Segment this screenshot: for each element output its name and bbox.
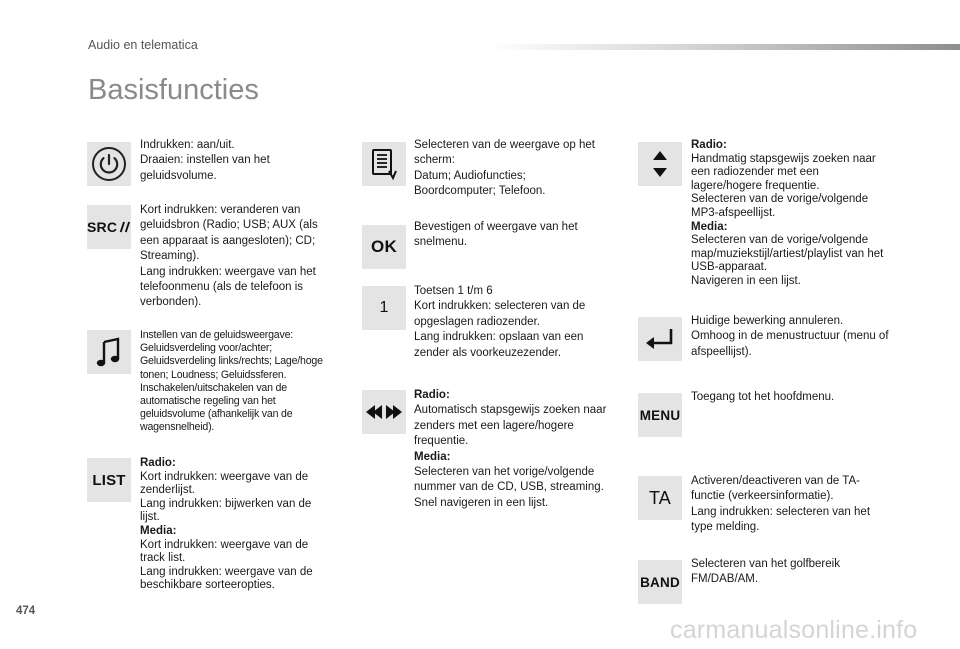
ta-label: TA bbox=[648, 487, 672, 508]
ok-label: OK bbox=[371, 237, 397, 256]
watermark: carmanualsonline.info bbox=[670, 616, 918, 644]
list-button bbox=[87, 458, 131, 502]
list-description bbox=[140, 457, 328, 593]
seek-description bbox=[414, 388, 614, 511]
power-button bbox=[87, 142, 131, 186]
band-label: BAND bbox=[640, 574, 680, 590]
seek-button bbox=[362, 390, 406, 434]
ta-description bbox=[691, 474, 891, 536]
menu-button bbox=[638, 393, 682, 437]
menu-line-1: Toegang tot het hoofdmenu. bbox=[691, 391, 835, 403]
sound-line-1: Instellen van de geluidsweergave: Geluidsverdeling voor/achter; Geluidsverdeling links/rechts; Lage/hoge tonen; Loudness; Geluidssferen. Inschakelen/uitschakelen van de automatische regeling van het geluidsvolume (afhankelijk van de wagensnelheid). bbox=[140, 329, 323, 434]
updown-media-text: Selecteren van de vorige/volgende map/muziekstijl/artiest/playlist van het USB-apparaat. Navigeren in een lijst. bbox=[691, 234, 884, 287]
updown-description bbox=[691, 139, 891, 289]
presets-line-1: Toetsen 1 t/m 6 bbox=[414, 285, 493, 297]
back-line-1: Huidige bewerking annuleren. bbox=[691, 315, 844, 327]
preset-label: 1 bbox=[379, 299, 389, 316]
src-description bbox=[140, 203, 328, 311]
ta-line-1: Activeren/deactiveren van de TA-functie (verkeersinformatie). bbox=[691, 475, 860, 503]
ta-line-2: Lang indrukken: selecteren van het type melding. bbox=[691, 505, 871, 534]
back-description bbox=[691, 314, 891, 360]
phone-icon bbox=[119, 219, 131, 235]
updown-media-heading: Media: bbox=[691, 220, 728, 233]
list-media-heading: Media: bbox=[140, 524, 177, 537]
src-button bbox=[87, 205, 131, 249]
seek-arrows-icon bbox=[364, 402, 404, 422]
page-number: 474 bbox=[16, 605, 36, 617]
music-note-icon bbox=[95, 336, 123, 368]
menu-label: MENU bbox=[639, 407, 681, 423]
header-bar bbox=[488, 44, 960, 50]
ok-line-1: Bevestigen of weergave van het snelmenu. bbox=[414, 221, 578, 249]
up-down-arrows-icon bbox=[650, 148, 670, 180]
power-line-1: Indrukken: aan/uit. bbox=[140, 139, 235, 151]
section-header: Audio en telematica bbox=[88, 38, 198, 52]
band-description bbox=[691, 557, 881, 588]
presets-line-3: Lang indrukken: opslaan van een zender als voorkeuzezender. bbox=[414, 331, 584, 359]
updown-radio-heading: Radio: bbox=[691, 139, 727, 151]
seek-radio-text: Automatisch stapsgewijs zoeken naar zenders met een lagere/hogere frequentie. bbox=[414, 404, 607, 448]
seek-radio-heading: Radio: bbox=[414, 389, 450, 401]
screen-button bbox=[362, 142, 406, 186]
seek-media-heading: Media: bbox=[414, 450, 451, 463]
presets-description bbox=[414, 284, 610, 361]
band-button bbox=[638, 560, 682, 604]
menu-description bbox=[691, 390, 891, 405]
page-title: Basisfuncties bbox=[88, 74, 259, 106]
back-arrow-icon bbox=[643, 325, 677, 353]
updown-radio-text: Handmatig stapsgewijs zoeken naar een radiozender met een lagere/hogere frequentie. Selecteren van de vorige/volgende MP3-afspeellijst. bbox=[691, 152, 876, 219]
seek-media-text: Selecteren van het vorige/volgende nummer van de CD, USB, streaming. Snel navigeren in een lijst. bbox=[414, 466, 604, 509]
screen-select-icon bbox=[369, 147, 399, 181]
list-media-text: Kort indrukken: weergave van de track list. Lang indrukken: weergave van de beschikbare sorteeropties. bbox=[140, 538, 313, 592]
sound-description bbox=[140, 329, 336, 435]
updown-button bbox=[638, 142, 682, 186]
screen-line-2: Datum; Audiofuncties; Boordcomputer; Telefoon. bbox=[414, 169, 546, 198]
list-radio-text: Kort indrukken: weergave van de zenderlijst. Lang indrukken: bijwerken van de lijst. bbox=[140, 470, 312, 524]
src-line-1: Kort indrukken: veranderen van geluidsbron (Radio; USB; AUX (als een apparaat is aangesloten); CD; Streaming). bbox=[140, 204, 318, 263]
back-button bbox=[638, 317, 682, 361]
list-label: LIST bbox=[92, 471, 126, 489]
power-icon bbox=[90, 145, 128, 183]
src-line-2: Lang indrukken: weergave van het telefoonmenu (als de telefoon is verbonden). bbox=[140, 265, 316, 309]
preset-button bbox=[362, 286, 406, 330]
ta-button bbox=[638, 476, 682, 520]
list-radio-heading: Radio: bbox=[140, 457, 176, 469]
src-label: SRC bbox=[87, 219, 118, 235]
sound-button bbox=[87, 330, 131, 374]
screen-line-1: Selecteren van de weergave op het scherm: bbox=[414, 139, 595, 167]
power-line-2: Draaien: instellen van het geluidsvolume. bbox=[140, 154, 270, 182]
ok-description bbox=[414, 220, 594, 251]
back-line-2: Omhoog in de menustructuur (menu of afspeellijst). bbox=[691, 330, 889, 358]
presets-line-2: Kort indrukken: selecteren van de opgeslagen radiozender. bbox=[414, 300, 586, 328]
band-line-1: Selecteren van het golfbereik FM/DAB/AM. bbox=[691, 558, 840, 586]
screen-description bbox=[414, 138, 610, 200]
power-description bbox=[140, 138, 320, 184]
ok-button bbox=[362, 225, 406, 269]
